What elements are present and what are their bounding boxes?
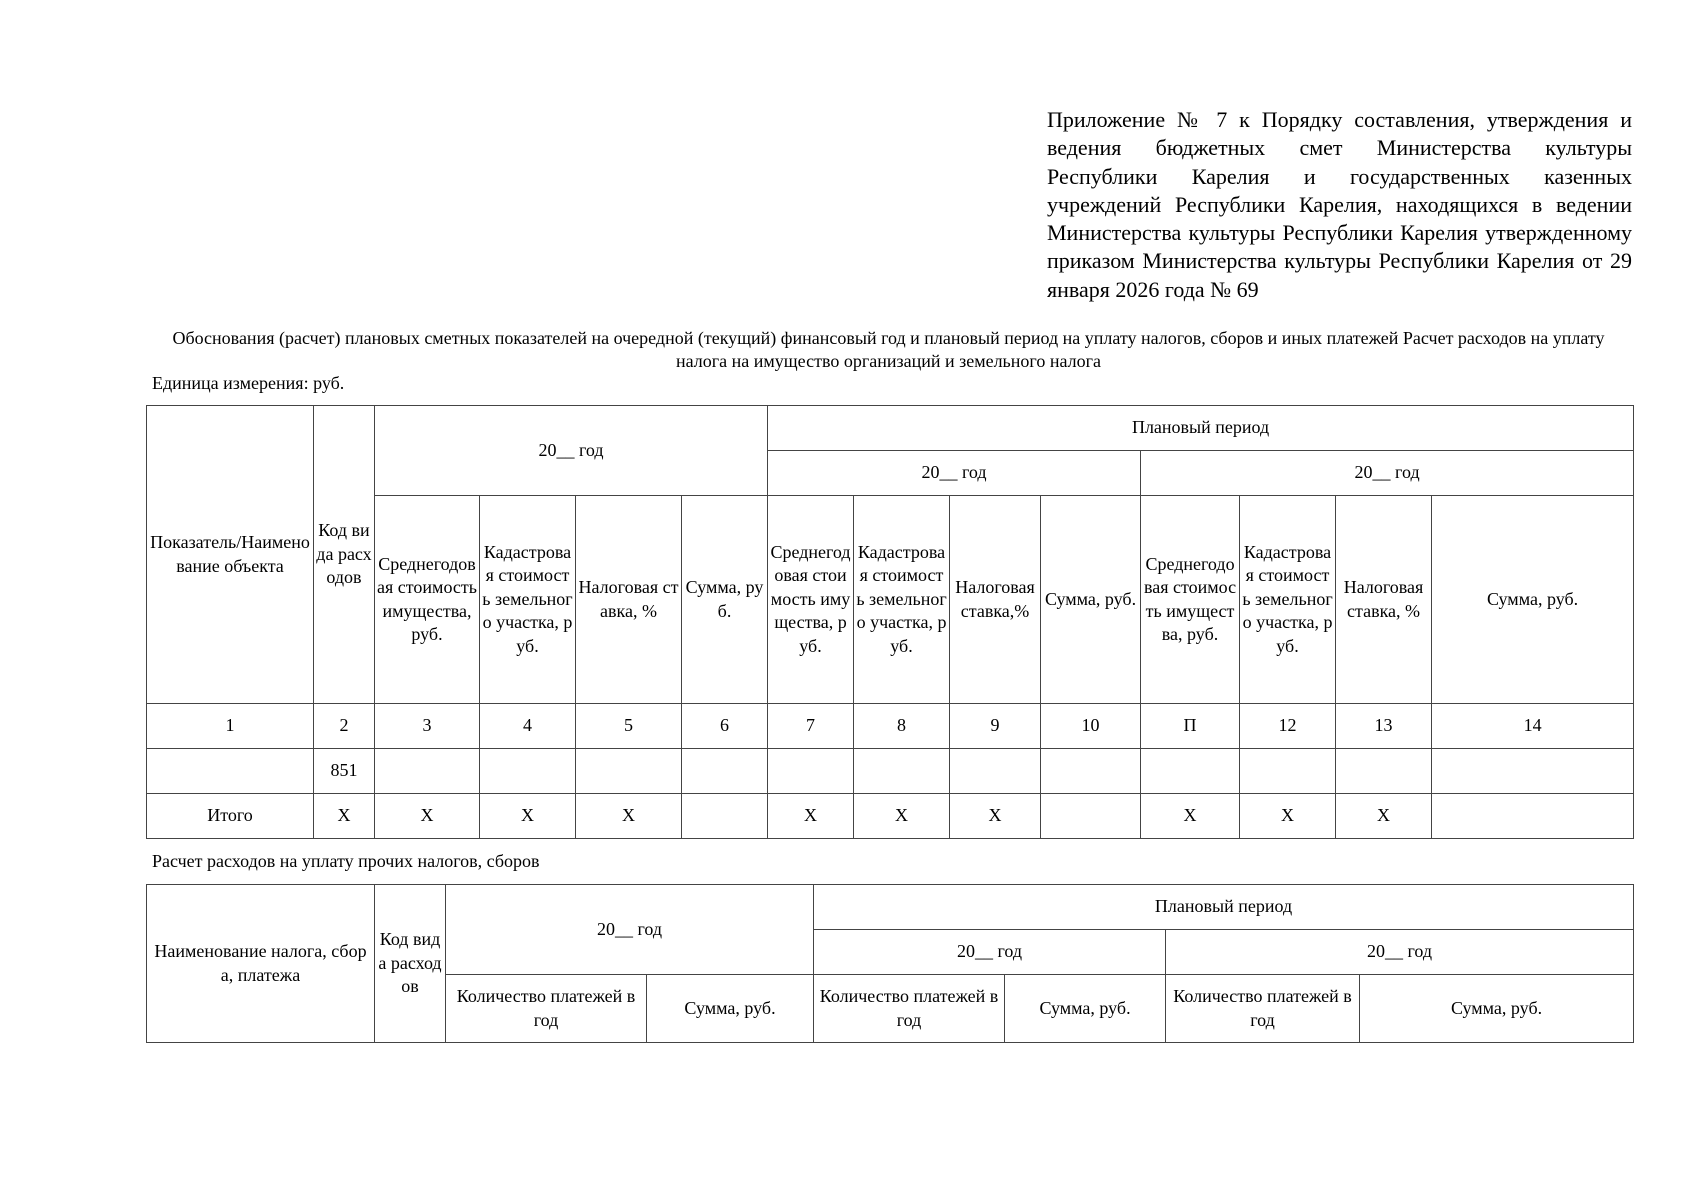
header-cadastral: Кадастровая стоимость земельного участка, руб. bbox=[854, 496, 950, 704]
table-cell: X bbox=[375, 794, 480, 839]
table-cell[interactable] bbox=[950, 749, 1041, 794]
total-row bbox=[147, 794, 1634, 839]
header-payment-count: Количество платежей в год bbox=[1166, 975, 1360, 1043]
header-expense-code: Код вида расходов bbox=[375, 885, 446, 1043]
column-number: 13 bbox=[1336, 704, 1432, 749]
table-cell: X bbox=[314, 794, 375, 839]
total-label: Итого bbox=[147, 794, 314, 839]
table-cell[interactable] bbox=[147, 749, 314, 794]
header-planned-period: Плановый период bbox=[814, 885, 1634, 930]
header-indicator: Показатель/Наименование объекта bbox=[147, 406, 314, 704]
column-number: 8 bbox=[854, 704, 950, 749]
unit-label: Единица измерения: руб. bbox=[152, 373, 345, 393]
column-number: 1 bbox=[147, 704, 314, 749]
header-planned-year-1: 20__ год bbox=[768, 451, 1141, 496]
document-title: Обоснования (расчет) плановых сметных показателей на очередной (текущий) финансовый год и плановый период на уплату налогов, сборов и иных платежей Расчет расходов на уплату налога на имущество организаций и земельного налога bbox=[172, 328, 1605, 371]
table-cell[interactable] bbox=[854, 749, 950, 794]
column-number: 14 bbox=[1432, 704, 1634, 749]
column-number: 5 bbox=[576, 704, 682, 749]
table-cell: X bbox=[1240, 794, 1336, 839]
header-sum: Сумма, руб. bbox=[682, 496, 768, 704]
header-current-year: 20__ год bbox=[375, 406, 768, 496]
header-sum: Сумма, руб. bbox=[1005, 975, 1166, 1043]
column-number: 4 bbox=[480, 704, 576, 749]
table-cell[interactable] bbox=[1041, 794, 1141, 839]
header-planned-year-1: 20__ год bbox=[814, 930, 1166, 975]
header-sum: Сумма, руб. bbox=[1432, 496, 1634, 704]
table-cell[interactable] bbox=[1336, 749, 1432, 794]
appendix-note: Приложение № 7 к Порядку составления, утверждения и ведения бюджетных смет Министерства культуры Республики Карелия и государственных казенных учреждений Республики Карелия, находящихся в ведении Министерства культуры Республики Карелия утвержденному приказом Министерства культуры Республики Карелия от 29 января 2026 года № 69 bbox=[1047, 107, 1632, 302]
table-cell[interactable]: 851 bbox=[314, 749, 375, 794]
table-cell: X bbox=[1336, 794, 1432, 839]
header-avg-cost: Среднегодовая стоимость имущества, руб. bbox=[1141, 496, 1240, 704]
table-cell[interactable] bbox=[768, 749, 854, 794]
header-expense-code: Код вида расходов bbox=[314, 406, 375, 704]
table-cell[interactable] bbox=[375, 749, 480, 794]
header-tax-rate: Налоговая ставка, % bbox=[1336, 496, 1432, 704]
header-cadastral: Кадастровая стоимость земельного участка, руб. bbox=[1240, 496, 1336, 704]
table-cell[interactable] bbox=[576, 749, 682, 794]
table-cell[interactable] bbox=[1240, 749, 1336, 794]
column-number: 6 bbox=[682, 704, 768, 749]
column-number: 7 bbox=[768, 704, 854, 749]
header-sum: Сумма, руб. bbox=[647, 975, 814, 1043]
header-planned-year-2: 20__ год bbox=[1141, 451, 1634, 496]
column-number: 2 bbox=[314, 704, 375, 749]
header-tax-rate: Налоговая ставка,% bbox=[950, 496, 1041, 704]
table-cell: X bbox=[576, 794, 682, 839]
table-cell[interactable] bbox=[480, 749, 576, 794]
property-land-tax-table bbox=[146, 405, 1634, 839]
table-cell[interactable] bbox=[682, 794, 768, 839]
column-number: 3 bbox=[375, 704, 480, 749]
header-payment-count: Количество платежей в год bbox=[446, 975, 647, 1043]
section-title: Расчет расходов на уплату прочих налогов, сборов bbox=[152, 851, 540, 871]
table-cell[interactable] bbox=[1432, 749, 1634, 794]
table-cell[interactable] bbox=[1041, 749, 1141, 794]
header-tax-name: Наименование налога, сбора, платежа bbox=[147, 885, 375, 1043]
table-cell[interactable] bbox=[1432, 794, 1634, 839]
table-cell: X bbox=[768, 794, 854, 839]
table-cell[interactable] bbox=[1141, 749, 1240, 794]
table-cell: X bbox=[480, 794, 576, 839]
header-avg-cost: Среднегодовая стоимость имущества, руб. bbox=[768, 496, 854, 704]
other-taxes-table bbox=[146, 884, 1634, 1043]
header-planned-year-2: 20__ год bbox=[1166, 930, 1634, 975]
header-avg-cost: Среднегодовая стоимость имущества, руб. bbox=[375, 496, 480, 704]
table-cell[interactable] bbox=[682, 749, 768, 794]
column-number: П bbox=[1141, 704, 1240, 749]
header-tax-rate: Налоговая ставка, % bbox=[576, 496, 682, 704]
column-number: 12 bbox=[1240, 704, 1336, 749]
column-number: 9 bbox=[950, 704, 1041, 749]
table-cell: X bbox=[854, 794, 950, 839]
header-planned-period: Плановый период bbox=[768, 406, 1634, 451]
table-cell: X bbox=[950, 794, 1041, 839]
table-row bbox=[147, 749, 1634, 794]
header-sum: Сумма, руб. bbox=[1360, 975, 1634, 1043]
header-sum: Сумма, руб. bbox=[1041, 496, 1141, 704]
column-number: 10 bbox=[1041, 704, 1141, 749]
header-payment-count: Количество платежей в год bbox=[814, 975, 1005, 1043]
header-current-year: 20__ год bbox=[446, 885, 814, 975]
header-cadastral: Кадастровая стоимость земельного участка, руб. bbox=[480, 496, 576, 704]
table-cell: X bbox=[1141, 794, 1240, 839]
column-number-row bbox=[147, 704, 1634, 749]
